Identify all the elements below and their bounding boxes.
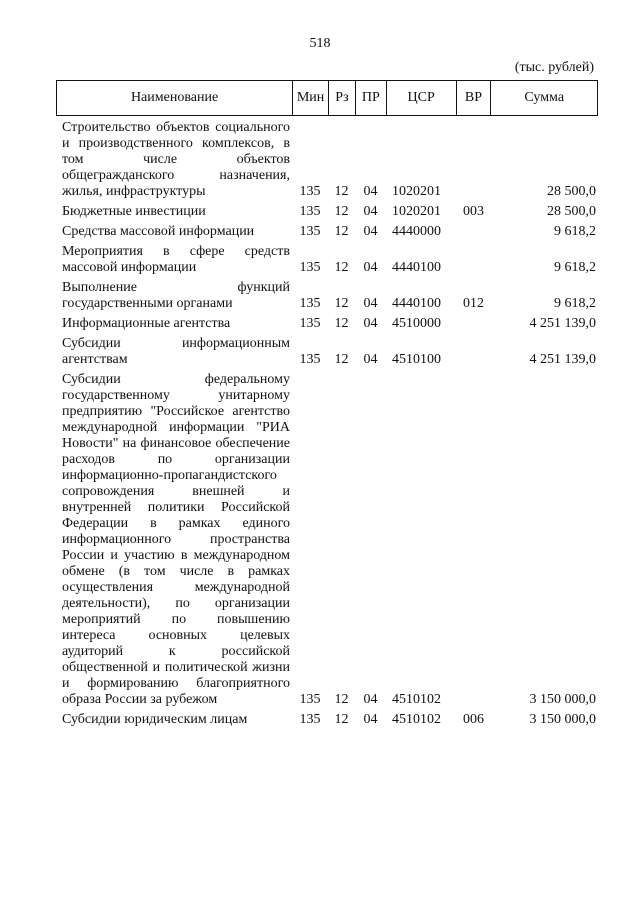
table-header — [56, 80, 598, 116]
row-pr: 04 — [363, 712, 378, 727]
row-rz: 12 — [334, 260, 349, 275]
row-csr: 4510102 — [392, 692, 441, 707]
table-row — [56, 244, 598, 276]
row-pr: 04 — [363, 224, 378, 239]
row-rz: 12 — [334, 352, 349, 367]
table-row — [56, 120, 598, 200]
row-name: Строительство объектов социального и производственного комплексов, в том числе объектов общегражданского назначения, жилья, инфраструктуры — [62, 120, 290, 199]
row-min: 135 — [299, 184, 321, 199]
row-sum: 4 251 139,0 — [529, 352, 596, 367]
row-sum: 9 618,2 — [554, 260, 596, 275]
header-sum: Сумма — [490, 81, 597, 115]
row-rz: 12 — [334, 692, 349, 707]
row-vr: 003 — [463, 204, 484, 219]
row-min: 135 — [299, 352, 321, 367]
row-name: Информационные агентства — [62, 316, 231, 331]
row-rz: 12 — [334, 316, 349, 331]
row-sum: 28 500,0 — [547, 204, 596, 219]
row-rz: 12 — [334, 184, 349, 199]
row-sum: 4 251 139,0 — [529, 316, 596, 331]
header-rz: Рз — [328, 81, 355, 115]
row-name: Субсидии юридическим лицам — [62, 712, 248, 727]
row-rz: 12 — [334, 712, 349, 727]
row-pr: 04 — [363, 260, 378, 275]
row-pr: 04 — [363, 352, 378, 367]
row-min: 135 — [299, 204, 321, 219]
row-min: 135 — [299, 316, 321, 331]
row-pr: 04 — [363, 184, 378, 199]
row-csr: 1020201 — [392, 184, 441, 199]
table-row — [56, 336, 598, 368]
row-pr: 04 — [363, 296, 378, 311]
row-min: 135 — [299, 712, 321, 727]
row-sum: 9 618,2 — [554, 296, 596, 311]
row-rz: 12 — [334, 204, 349, 219]
row-min: 135 — [299, 692, 321, 707]
table-row — [56, 204, 598, 220]
table-row — [56, 372, 598, 708]
row-rz: 12 — [334, 296, 349, 311]
header-name: Наименование — [130, 90, 219, 105]
row-sum: 9 618,2 — [554, 224, 596, 239]
row-sum: 3 150 000,0 — [529, 712, 596, 727]
row-name: Выполнение функций государственными органами — [62, 280, 290, 311]
row-name: Мероприятия в сфере средств массовой информации — [62, 244, 290, 275]
row-vr: 006 — [463, 712, 484, 727]
header-csr: ЦСР — [386, 81, 456, 115]
row-name: Субсидии федеральному государственному унитарному предприятию "Российское агентство международной информации "РИА Новости" на финансовое обеспечение расходов по организации информационно-пропагандистского сопровождения внешней и внутренней политики Российской Федерации в рамках единого информационного пространства России и участию в международном обмене (в том числе в рамках осуществления международной деятельности), по организации мероприятий по повышению интереса основных целевых аудиторий к российской общественной и политической жизни и формированию благоприятного образа России за рубежом — [62, 372, 290, 707]
table-row — [56, 224, 598, 240]
budget-table — [56, 80, 598, 728]
table-row — [56, 316, 598, 332]
row-vr: 012 — [463, 296, 484, 311]
header-vr: ВР — [456, 81, 491, 115]
row-sum: 3 150 000,0 — [529, 692, 596, 707]
row-pr: 04 — [363, 692, 378, 707]
row-pr: 04 — [363, 204, 378, 219]
row-name: Бюджетные инвестиции — [62, 204, 206, 219]
row-csr: 4440100 — [392, 296, 441, 311]
page-number: 518 — [309, 36, 331, 51]
row-csr: 4510102 — [392, 712, 441, 727]
row-min: 135 — [299, 224, 321, 239]
row-csr: 1020201 — [392, 204, 441, 219]
row-rz: 12 — [334, 224, 349, 239]
row-pr: 04 — [363, 316, 378, 331]
row-csr: 4510000 — [392, 316, 441, 331]
table-row — [56, 280, 598, 312]
units-label: (тыс. рублей) — [514, 60, 594, 75]
row-csr: 4440000 — [392, 224, 441, 239]
row-min: 135 — [299, 296, 321, 311]
header-pr: ПР — [355, 81, 386, 115]
header-min: Мин — [292, 81, 328, 115]
row-sum: 28 500,0 — [547, 184, 596, 199]
row-csr: 4510100 — [392, 352, 441, 367]
row-min: 135 — [299, 260, 321, 275]
table-row — [56, 712, 598, 728]
row-name: Субсидии информационным агентствам — [62, 336, 290, 367]
row-name: Средства массовой информации — [62, 224, 255, 239]
row-csr: 4440100 — [392, 260, 441, 275]
